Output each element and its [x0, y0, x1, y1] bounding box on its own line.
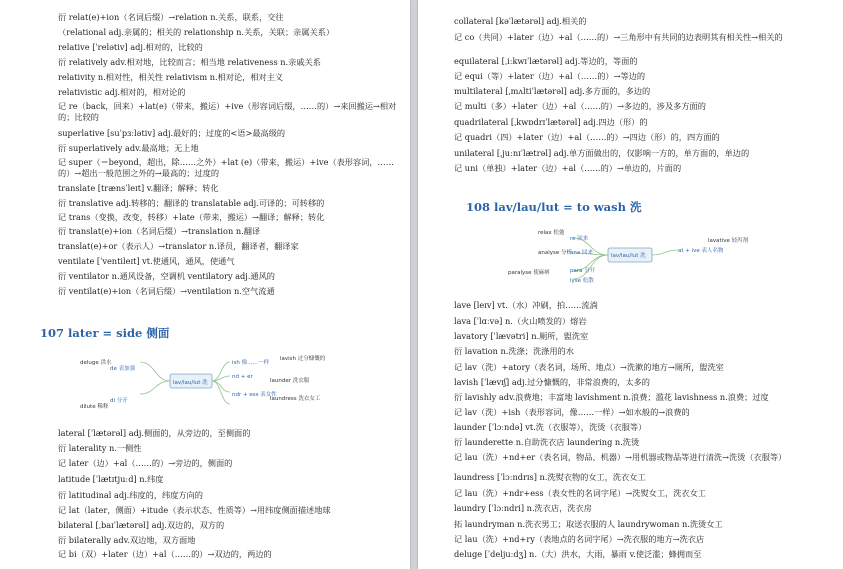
text-line: 拓 laundryman n.洗衣男工；取送衣服的人 laundrywoman n.洗烫女工 [454, 519, 723, 529]
text-line: 记 lau（洗）+ndr+ess（表女性的名词字尾）→洗熨女工，洗衣女工 [454, 488, 706, 498]
mindmap-node: ana 回来 [570, 250, 593, 256]
text-line: 衍 bilaterally adv.双边地，双方面地 [58, 535, 196, 545]
text-line: 衍 lavation n.洗涤；洗涤用的水 [454, 346, 574, 356]
text-line: 记 quadri（四）+later（边）+al（……的）→四边（形）的，四方面的 [454, 132, 720, 142]
text-line: 记 trans（变换，改变，转移）+late（带来，搬运）→翻译；解释；转化 [58, 212, 325, 222]
mindmap-node: laundress 洗衣女工 [270, 396, 321, 402]
text-line: ventilate [ˈventileɪt] vt.使通风，通风，使通气 [58, 256, 235, 266]
mindmap-link [652, 250, 678, 255]
mindmap-node: deluge 洪水 [80, 360, 112, 366]
text-line: 记 lau（洗）+nd+er（表名词，物品、机器）→用机器或物品等进行清洗→洗烫（衣服等） [454, 452, 787, 462]
mindmap-node: ndr + ess 表女性 [232, 392, 277, 398]
text-line: 衍 laterality n.一侧性 [58, 443, 142, 453]
text-line: lateral [ˈlætərəl] adj.侧面的，从旁边的，至侧面的 [58, 428, 251, 438]
mindmap-link [140, 362, 170, 381]
text-line: quadrilateral [ˌkwɒdrɪˈlætərəl] adj.四边（形）的 [454, 117, 648, 127]
text-line: 记 super（＝beyond，超出，除……之外）+lat (e)（带来，搬运）+ive（表形容词，……的）→超出一般范围之外的→最高的；过度的 [58, 157, 394, 178]
text-line: 记 bi（双）+later（边）+al（……的）→双边的，两边的 [58, 549, 272, 559]
text-line: laundress [ˈlɔːndrɪs] n.洗熨衣物的女工，洗衣女工 [454, 472, 646, 482]
text-line: 衍 relat(e)+ion（名词后缀）→relation n.关系，联系，交往 [58, 12, 284, 22]
mindmap-link [212, 381, 230, 404]
mindmap-node: at + ive 表人名物 [678, 248, 724, 254]
text-line: equilateral [ˌiːkwɪˈlætərəl] adj.等边的，等面的 [454, 56, 638, 66]
mindmap-node: lyse 松散 [570, 278, 594, 284]
text-line: deluge [ˈdeljuːdʒ] n.（大）洪水，大雨，暴雨 v.使泛滥；蜂拥而至 [454, 549, 702, 559]
text-line: translat(e)+or（表示人）→translator n.译员，翻译者，翻译家 [58, 241, 299, 251]
text-line: relative [ˈrelətiv] adj.相对的，比较的 [58, 42, 203, 52]
text-line: 衍 ventilator n.通风设备，空调机 ventilatory adj.通风的 [58, 271, 275, 281]
mindmap-node: lavative 轻泻剂 [708, 238, 749, 244]
text-line: unilateral [ˌjuːnɪˈlætrəl] adj.单方面做出的，仅影响一方的，单方面的，单边的 [454, 148, 750, 158]
mindmap-link [573, 255, 608, 279]
text-line: collateral [kəˈlætərəl] adj.相关的 [454, 16, 587, 26]
text-line: （relational adj.亲属的；相关的 relationship n.关系，关联；亲属关系） [58, 27, 335, 37]
text-line: 衍 translat(e)+ion（名词后缀）→translation n.翻译 [58, 226, 261, 236]
text-line: bilateral [ˌbaɪˈlætərəl] adj.双边的，双方的 [58, 520, 225, 530]
text-line: 记 re（back，回来）+lat(e)（带来，搬运）+ive（形容词后缀，……的）→来回搬运→相对的；比较的 [58, 101, 397, 122]
mindmap-node: ish 像……一样 [232, 360, 270, 366]
text-line: multilateral [ˌmʌltiˈlætərəl] adj.多方面的，多边的 [454, 86, 651, 96]
mindmap-node: launder 洗衣服 [270, 378, 310, 384]
text-line: 衍 translative adj.转移的；翻译的 translatable adj.可译的；可转移的 [58, 198, 325, 208]
mindmap-node: re 回来 [570, 236, 589, 242]
text-line: laundry [ˈlɔːndri] n.洗衣店，洗衣房 [454, 503, 592, 513]
text-line: relativity n.相对性，相关性 relativism n.相对论，相对主义 [58, 72, 284, 82]
text-line: 记 lau（洗）+nd+ry（表地点的名词字尾）→洗衣服的地方→洗衣店 [454, 534, 705, 544]
text-line: superlative [suˈpɜːlətiv] adj.最好的；过度的<语>最高级的 [58, 128, 286, 138]
text-line: 记 later（边）+al（……的）→旁边的，侧面的 [58, 458, 233, 468]
text-line: lavatory [ˈlævətri] n.厕所，盥洗室 [454, 331, 589, 341]
mindmap-107 [80, 352, 400, 432]
mindmap-node: nd + er [232, 374, 253, 380]
text-line: 记 lav（洗）+ish（表形容词，像……一样）→如水般的→浪费的 [454, 407, 690, 417]
text-line: latitude [ˈlætɪtjuːd] n.纬度 [58, 474, 164, 484]
text-line: 记 uni（单独）+later（边）+al（……的）→单边的，片面的 [454, 163, 682, 173]
mindmap-node: relax 松弛 [538, 230, 565, 236]
text-line: translate [trænsˈleɪt] v.翻译；解释；转化 [58, 183, 219, 193]
text-line: 衍 lavishly adv.浪费地；丰富地 lavishment n.浪费；滥花 lavishness n.浪费；过度 [454, 392, 769, 402]
mindmap-node: de 表加强 [110, 366, 136, 372]
mindmap-node: lavish 过分慷慨的 [280, 356, 326, 362]
text-line: lave [leɪv] vt.（水）冲刷，拍……流淌 [454, 300, 598, 310]
text-line: lava [ˈlɑːvə] n.（火山喷发的）熔岩 [454, 316, 587, 326]
text-line: 衍 ventilat(e)+ion（名词后缀）→ventilation n.空气流通 [58, 286, 275, 296]
text-line: 衍 launderette n.自助洗衣店 laundering n.洗烫 [454, 437, 640, 447]
text-line: 记 co（共同）+later（边）+al（……的）→三角形中有共同的边表明其有相关性→相关的 [454, 32, 783, 42]
mindmap-center-label: lav/lau/lut 洗 [611, 253, 646, 259]
mindmap-node: paralyse 使麻痹 [508, 270, 550, 276]
text-line: 衍 relatively adv.相对地，比较而言；相当地 relativeness n.亲戚关系 [58, 57, 321, 67]
text-line: 记 equi（等）+later（边）+al（……的）→等边的 [454, 71, 646, 81]
text-line: 记 lat（later，侧面）+itude（表示状态、性质等）→用纬度侧面描述地球 [58, 505, 331, 515]
mindmap-node: para 分开 [570, 268, 596, 274]
text-line: lavish [ˈlævɪʃ] adj.过分慷慨的，非常浪费的，太多的 [454, 377, 650, 387]
section-title-108: 108 lav/lau/lut = to wash 洗 [466, 200, 642, 214]
mindmap-node: di 分开 [110, 398, 128, 404]
mindmap-link [140, 381, 170, 394]
mindmap-node: dilute 稀释 [80, 404, 109, 410]
mindmap-node: analyse 分析 [538, 250, 573, 256]
text-line: 衍 superlatively adv.最高地；无上地 [58, 143, 199, 153]
right-page [418, 0, 843, 569]
mindmap-link [212, 381, 230, 392]
text-line: relativistic adj.相对的，相对论的 [58, 87, 186, 97]
mindmap-center-label: lav/lau/lut 洗 [173, 380, 208, 386]
section-title-107: 107 later = side 侧面 [40, 326, 170, 340]
text-line: 记 lav（洗）+atory（表名词，场所、地点）→洗漱的地方→厕所，盥洗室 [454, 362, 724, 372]
text-line: 记 multi（多）+later（边）+al（……的）→多边的，涉及多方面的 [454, 101, 706, 111]
text-line: 衍 latitudinal adj.纬度的，纬度方向的 [58, 490, 203, 500]
left-page [0, 0, 410, 569]
text-line: launder [ˈlɔːndə] vt.洗（衣服等），洗烫（衣服等） [454, 422, 647, 432]
mindmap-108 [508, 226, 768, 296]
